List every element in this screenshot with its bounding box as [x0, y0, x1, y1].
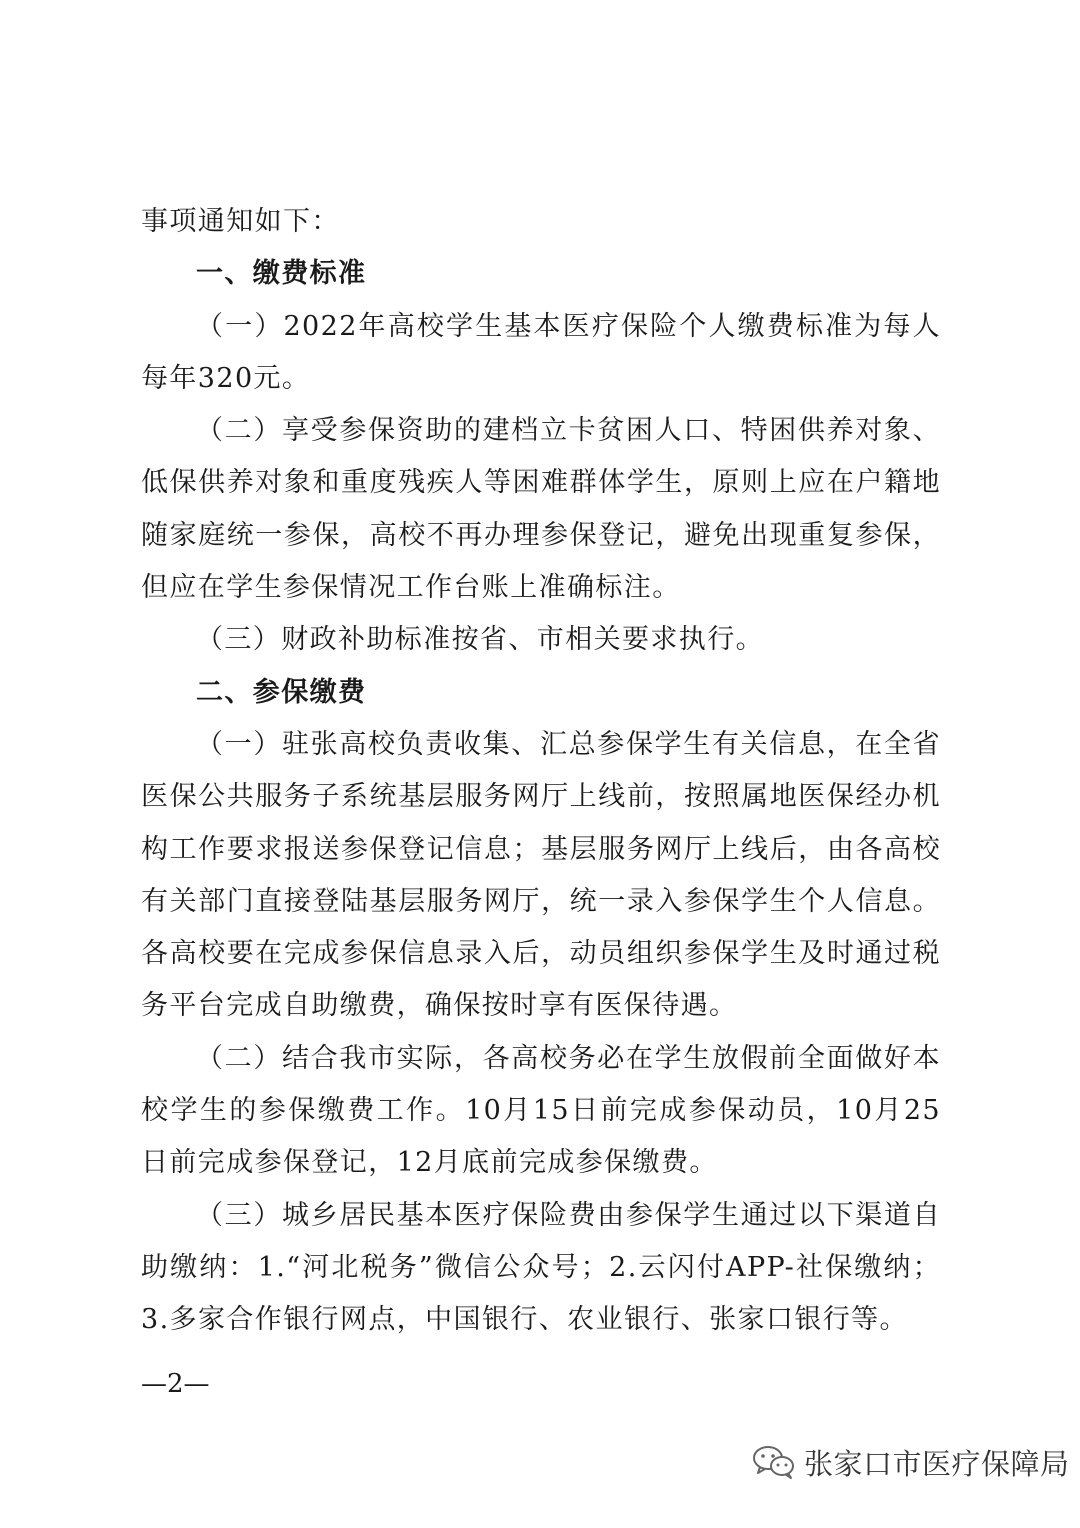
paragraph-standard-2: （二）享受参保资助的建档立卡贫困人口、特困供养对象、低保供养对象和重度残疾人等困难群体学生，原则上应在户籍地随家庭统一参保，高校不再办理参保登记，避免出现重复参保，但应在学生参保情况工作台账上准确标注。	[141, 415, 941, 604]
paragraph-enrollment-1: （一）驻张高校负责收集、汇总参保学生有关信息，在全省医保公共服务子系统基层服务网厅上线前，按照属地医保经办机构工作要求报送参保登记信息；基层服务网厅上线后，由各高校有关部门直接登陆基层服务网厅，统一录入参保学生个人信息。各高校要在完成参保信息录入后，动员组织参保学生及时通过税务平台完成自助缴费，确保按时享有医保待遇。	[141, 728, 941, 1022]
watermark	[752, 1437, 1070, 1487]
document-body	[141, 196, 941, 1347]
section-heading-enrollment: 二、参保缴费	[196, 676, 367, 708]
section-heading-payment-standard: 一、缴费标准	[196, 258, 367, 290]
paragraph-enrollment-3: （三）城乡居民基本医疗保险费由参保学生通过以下渠道自助缴纳：1.“河北税务”微信公众号；2.云闪付APP-社保缴纳；3.多家合作银行网点，中国银行、农业银行、张家口银行等。	[141, 1199, 941, 1336]
page-number: —2—	[141, 1369, 210, 1399]
intro-line: 事项通知如下：	[141, 206, 340, 237]
paragraph-standard-1: （一）2022年高校学生基本医疗保险个人缴费标准为每人每年320元。	[141, 310, 941, 394]
wechat-official-account-icon	[752, 1444, 796, 1480]
watermark-text: 张家口市医疗保障局	[804, 1446, 1070, 1481]
paragraph-enrollment-2: （二）结合我市实际，各高校务必在学生放假前全面做好本校学生的参保缴费工作。10月15日前完成参保动员，10月25日前完成参保登记，12月底前完成参保缴费。	[141, 1042, 941, 1179]
paragraph-standard-3: （三）财政补助标准按省、市相关要求执行。	[196, 624, 764, 656]
